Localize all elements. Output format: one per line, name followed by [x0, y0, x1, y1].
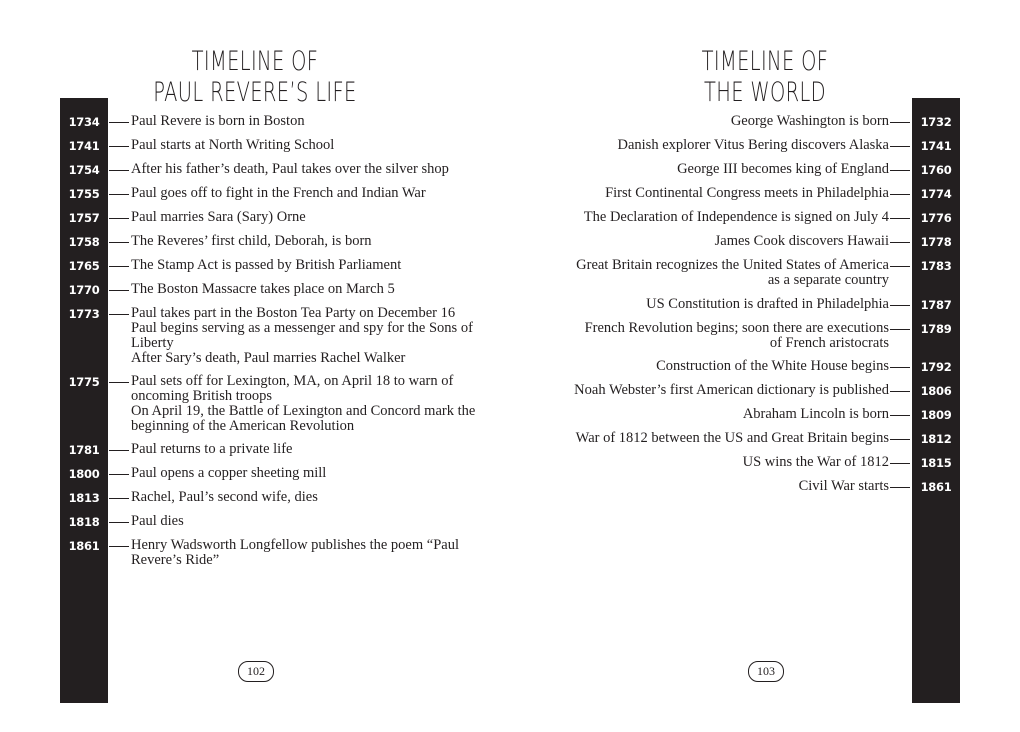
event-text [570, 186, 889, 201]
event-line: The Stamp Act is passed by British Parliament [131, 257, 402, 273]
year-label: 1765 [68, 259, 100, 273]
event-line: Paul opens a copper sheeting mill [131, 465, 327, 481]
event-line: James Cook discovers Hawaii [714, 233, 889, 249]
connector-line [109, 546, 129, 547]
event-line: After his father’s death, Paul takes over the silver shop [131, 161, 449, 177]
event-line: On April 19, the Battle of Lexington and Concord mark the beginning of the American Revolution [131, 403, 476, 434]
connector-line [890, 266, 910, 267]
event-line: US wins the War of 1812 [742, 454, 889, 470]
connector-line [890, 242, 910, 243]
year-label: 1789 [920, 322, 952, 336]
right-page-number: 103 [748, 661, 784, 682]
connector-line [890, 305, 910, 306]
event-line: Paul marries Sara (Sary) Orne [131, 209, 306, 225]
connector-line [890, 329, 910, 330]
year-label: 1773 [68, 307, 100, 321]
year-label: 1813 [68, 491, 100, 505]
event-line: Paul returns to a private life [131, 441, 293, 457]
event-text [131, 466, 481, 481]
year-label: 1776 [920, 211, 952, 225]
event-text [570, 138, 889, 153]
event-line: Rachel, Paul’s second wife, dies [131, 489, 318, 505]
event-text [570, 234, 889, 249]
right-title-line: THE WORLD [703, 77, 827, 108]
connector-line [109, 170, 129, 171]
event-line: Noah Webster’s first American dictionary is published [574, 382, 889, 398]
event-line: The Boston Massacre takes place on March 5 [131, 281, 395, 297]
year-label: 1792 [920, 360, 952, 374]
year-label: 1741 [68, 139, 100, 153]
event-line: George III becomes king of England [677, 161, 889, 177]
event-line: The Reveres’ first child, Deborah, is born [131, 233, 372, 249]
year-label: 1812 [920, 432, 952, 446]
connector-line [109, 290, 129, 291]
event-text [131, 114, 481, 129]
connector-line [890, 194, 910, 195]
right-page [510, 0, 1020, 732]
event-text [570, 359, 889, 374]
connector-line [109, 266, 129, 267]
connector-line [890, 122, 910, 123]
event-text [131, 210, 481, 225]
year-label: 1809 [920, 408, 952, 422]
event-line: Great Britain recognizes the United States of America as a separate country [576, 257, 889, 288]
connector-line [890, 487, 910, 488]
connector-line [109, 146, 129, 147]
event-text [131, 258, 481, 273]
event-text [131, 162, 481, 177]
event-text [131, 282, 481, 297]
connector-line [890, 439, 910, 440]
year-label: 1781 [68, 443, 100, 457]
event-text [131, 306, 481, 366]
event-text [570, 383, 889, 398]
event-line: Civil War starts [798, 478, 889, 494]
year-label: 1806 [920, 384, 952, 398]
year-label: 1778 [920, 235, 952, 249]
connector-line [109, 498, 129, 499]
connector-line [109, 522, 129, 523]
event-text [131, 138, 481, 153]
connector-line [109, 218, 129, 219]
event-line: After Sary’s death, Paul marries Rachel Walker [131, 350, 406, 366]
event-text [570, 321, 889, 351]
event-text [570, 210, 889, 225]
event-line: The Declaration of Independence is signed on July 4 [583, 209, 889, 225]
event-text [570, 455, 889, 470]
connector-line [109, 122, 129, 123]
year-label: 1783 [920, 259, 952, 273]
event-line: Henry Wadsworth Longfellow publishes the poem “Paul Revere’s Ride” [131, 537, 459, 568]
connector-line [890, 218, 910, 219]
event-text [131, 374, 481, 434]
year-label: 1754 [68, 163, 100, 177]
right-title-line: TIMELINE OF [701, 46, 829, 77]
event-line: US Constitution is drafted in Philadelphia [646, 296, 889, 312]
right-page-title [661, 46, 870, 108]
year-label: 1800 [68, 467, 100, 481]
year-label: 1815 [920, 456, 952, 470]
connector-line [890, 367, 910, 368]
year-label: 1755 [68, 187, 100, 201]
event-text [570, 114, 889, 129]
year-label: 1741 [920, 139, 952, 153]
left-page-title [151, 46, 360, 108]
year-label: 1775 [68, 375, 100, 389]
year-label: 1774 [920, 187, 952, 201]
event-text [570, 258, 889, 288]
year-label: 1861 [68, 539, 100, 553]
event-line: Paul takes part in the Boston Tea Party on December 16 [131, 305, 456, 321]
event-text [131, 442, 481, 457]
event-line: Paul starts at North Writing School [131, 137, 335, 153]
connector-line [890, 415, 910, 416]
year-label: 1770 [68, 283, 100, 297]
event-line: George Washington is born [730, 113, 889, 129]
year-label: 1787 [920, 298, 952, 312]
event-text [570, 407, 889, 422]
event-line: Danish explorer Vitus Bering discovers Alaska [617, 137, 889, 153]
connector-line [109, 242, 129, 243]
connector-line [109, 314, 129, 315]
year-label: 1757 [68, 211, 100, 225]
event-text [131, 538, 481, 568]
event-text [570, 479, 889, 494]
left-title-line: PAUL REVERE’S LIFE [153, 77, 357, 108]
event-line: Paul sets off for Lexington, MA, on April 18 to warn of oncoming British troops [131, 373, 454, 404]
year-label: 1760 [920, 163, 952, 177]
year-label: 1818 [68, 515, 100, 529]
event-line: Paul Revere is born in Boston [131, 113, 305, 129]
connector-line [109, 450, 129, 451]
year-label: 1732 [920, 115, 952, 129]
event-text [570, 431, 889, 446]
event-text [131, 490, 481, 505]
event-line: War of 1812 between the US and Great Britain begins [575, 430, 889, 446]
event-text [570, 162, 889, 177]
event-line: Paul dies [131, 513, 184, 529]
connector-line [109, 194, 129, 195]
event-text [131, 514, 481, 529]
left-title-line: TIMELINE OF [191, 46, 319, 77]
event-line: First Continental Congress meets in Philadelphia [605, 185, 889, 201]
connector-line [890, 146, 910, 147]
year-label: 1758 [68, 235, 100, 249]
event-line: Abraham Lincoln is born [742, 406, 889, 422]
connector-line [890, 170, 910, 171]
connector-line [109, 382, 129, 383]
event-line: Construction of the White House begins [656, 358, 889, 374]
event-text [131, 234, 481, 249]
year-label: 1861 [920, 480, 952, 494]
event-line: French Revolution begins; soon there are executions of French aristocrats [584, 320, 889, 351]
connector-line [890, 463, 910, 464]
event-text [570, 297, 889, 312]
event-line: Paul goes off to fight in the French and Indian War [131, 185, 426, 201]
connector-line [109, 474, 129, 475]
event-text [131, 186, 481, 201]
event-line: Paul begins serving as a messenger and spy for the Sons of Liberty [131, 320, 473, 351]
connector-line [890, 391, 910, 392]
left-page-number: 102 [238, 661, 274, 682]
year-label: 1734 [68, 115, 100, 129]
